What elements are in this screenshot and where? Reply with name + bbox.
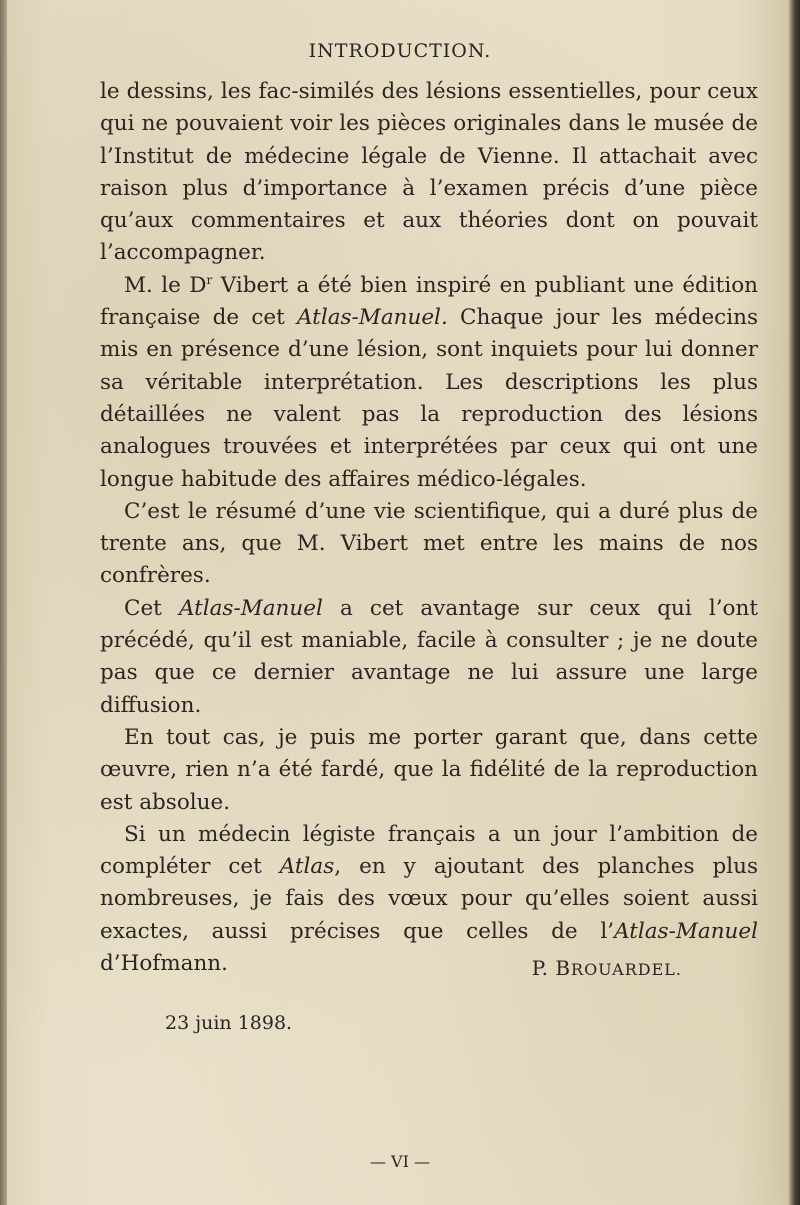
paragraph-4: Cet Atlas-Manuel a cet avantage sur ceux qui l’ont précédé, qu’il est maniable, facile à consulter ; je ne doute pas que ce dernier avantage ne lui assure une large diffusion. [100, 595, 758, 718]
italic-title: Atlas-Manuel. [297, 305, 448, 331]
italic-title: Atlas-Manuel [614, 918, 758, 944]
italic-title: Atlas [279, 854, 335, 880]
date-line: 23 juin 1898. [165, 1012, 293, 1034]
signature [532, 956, 682, 980]
page-right-edge [788, 0, 800, 1205]
page-number: — VI — [369, 1152, 431, 1171]
signature-name: BROUARDEL. [555, 956, 682, 980]
paragraph-6: Si un médecin légiste français a un jour l’ambition de compléter cet Atlas, en y ajoutant des planches plus nombreuses, je fais des vœux pour qu’elles soient aussi exactes, aussi précises que celles de l’Atlas-Manuel d’Hofmann. [100, 821, 758, 977]
page-left-edge [0, 0, 7, 1205]
body-text [100, 76, 758, 980]
paragraph-2: M. le $D^r$ Vibert a été bien inspiré en publiant une édition française de cet Atlas-Manuel. Chaque jour les médecins mis en présence d’une lésion, sont inquiets pour lui donner sa véritable interprétation. Les descriptions les plus détaillées ne valent pas la reproduction des lésions analogues trouvées et interprétées par ceux qui ont une longue habitude des affaires médico-légales. [100, 272, 758, 492]
paragraph-5: En tout cas, je puis me porter garant que, dans cette œuvre, rien n’a été fardé, que la fidélité de la reproduction est absolue. [100, 724, 758, 815]
paragraph-3: C’est le résumé d’une vie scientifique, qui a duré plus de trente ans, que M. Vibert met entre les mains de nos confrères. [100, 498, 758, 589]
paragraph-1: le dessins, les fac-similés des lésions essentielles, pour ceux qui ne pouvaient voir les pièces originales dans le musée de l’Institut de médecine légale de Vienne. Il attachait avec raison plus d’importance à l’examen précis d’une pièce qu’aux commentaires et aux théories dont on pouvait l’accompagner. [100, 79, 758, 266]
doctor-abbrev-superscript: r [206, 272, 213, 287]
italic-title: Atlas-Manuel [178, 595, 323, 621]
signature-initial: P. [531, 956, 549, 980]
running-head: INTRODUCTION. [308, 40, 492, 62]
